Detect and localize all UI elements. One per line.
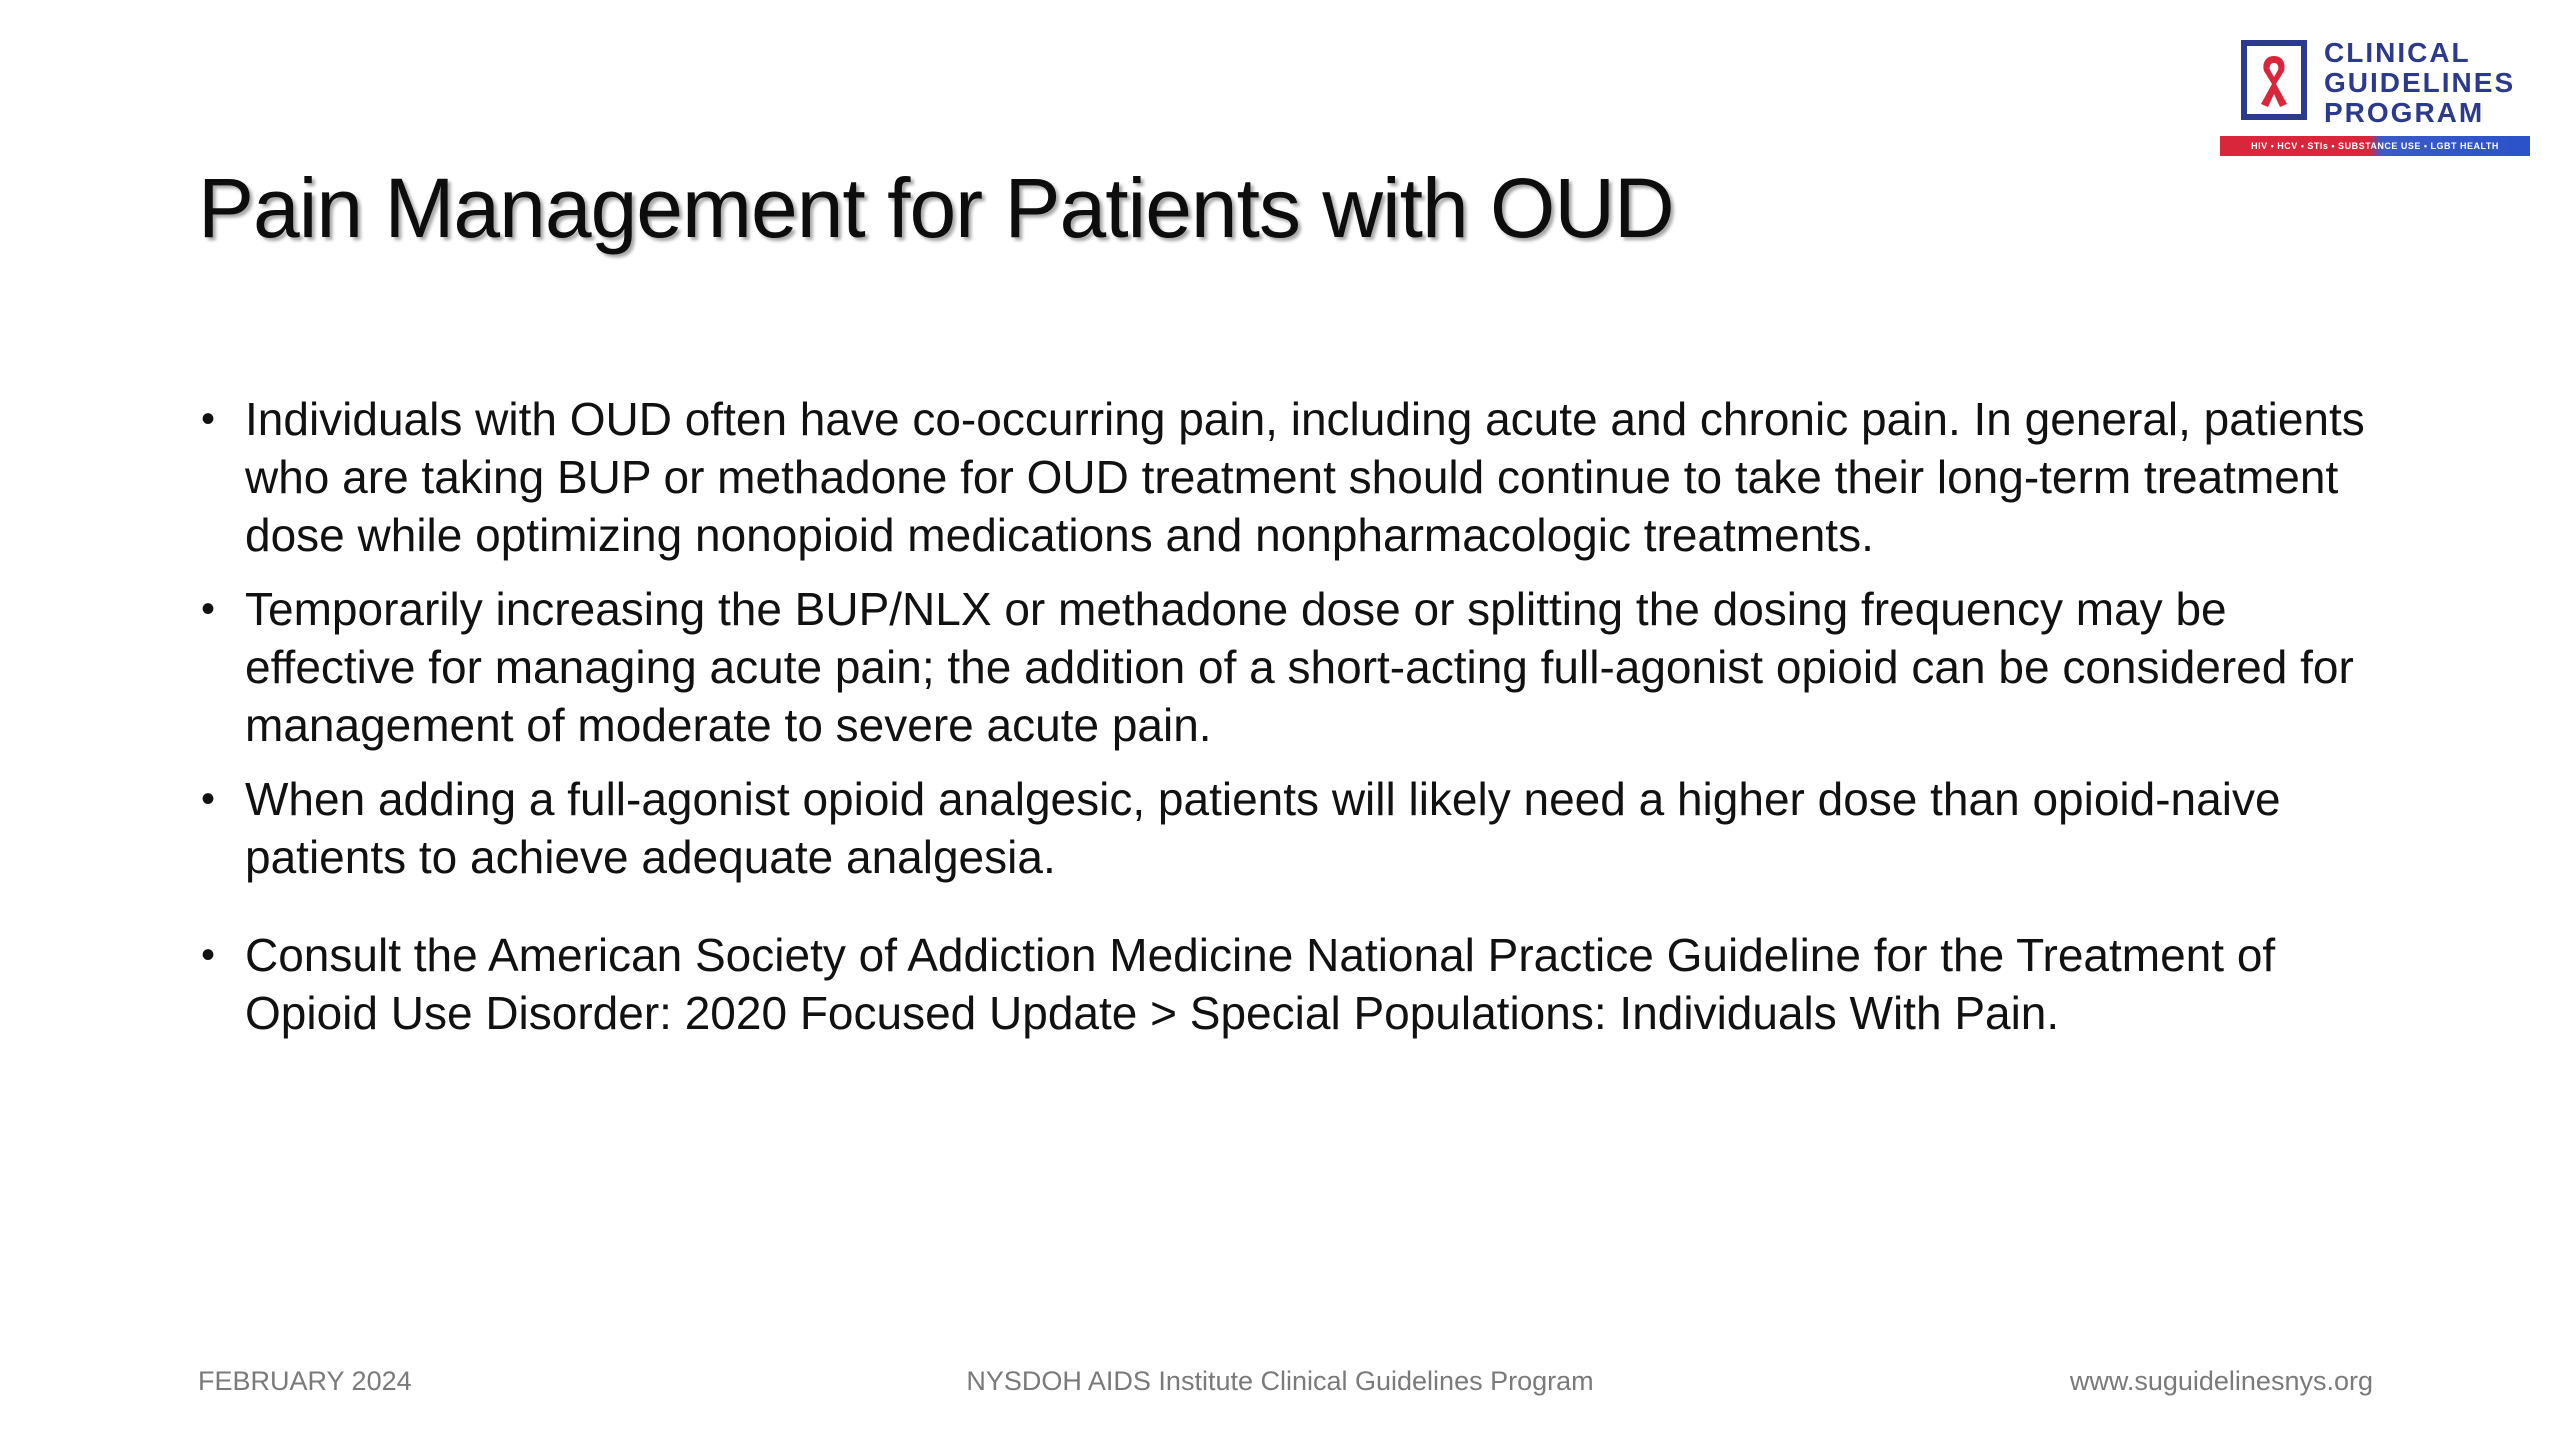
footer-program: NYSDOH AIDS Institute Clinical Guidelines Program: [966, 1366, 1594, 1396]
slide-title: Pain Management for Patients with OUD: [198, 161, 1674, 255]
bullet-marker: •: [200, 777, 215, 821]
logo-line-1: CLINICAL: [2324, 37, 2471, 68]
logo-line-3: PROGRAM: [2324, 97, 2485, 128]
clinical-guidelines-logo: [2220, 36, 2530, 161]
bullet-marker: •: [200, 587, 215, 631]
bullet-marker: •: [200, 933, 215, 977]
footer-url: www.suguidelinesnys.org: [2069, 1366, 2373, 1396]
bullet-marker: •: [200, 397, 215, 441]
logo-tagline-bar: HIV • HCV • STIs • SUBSTANCE USE • LGBT HEALTH: [2220, 136, 2530, 156]
bullet-text: Individuals with OUD often have co-occurring pain, including acute and chronic pain. In general, patients who are taking BUP or methadone for OUD treatment should continue to take their long-term treatment dose while optimizing nonopioid medications and nonpharmacologic treatments.: [245, 393, 2365, 561]
bullet-item: [198, 926, 2378, 1042]
bullet-text: Consult the American Society of Addiction Medicine National Practice Guideline for the Treatment of Opioid Use Disorder: 2020 Focused Update > Special Populations: Individuals With Pain.: [245, 929, 2276, 1039]
red-ribbon-icon: [2253, 52, 2295, 110]
bullet-item: [198, 390, 2378, 564]
bullet-item: [198, 770, 2378, 886]
logo-frame: [2241, 40, 2307, 120]
logo-wordmark: [2324, 38, 2515, 128]
logo-line-2: GUIDELINES: [2324, 67, 2516, 98]
bullet-text: Temporarily increasing the BUP/NLX or methadone dose or splitting the dosing frequency may be effective for managing acute pain; the addition of a short-acting full-agonist opioid can be considered for management of moderate to severe acute pain.: [245, 583, 2354, 751]
bullet-item: [198, 580, 2378, 754]
bullet-text: When adding a full-agonist opioid analgesic, patients will likely need a higher dose than opioid-naive patients to achieve adequate analgesia.: [245, 773, 2281, 883]
footer-date: FEBRUARY 2024: [198, 1366, 412, 1396]
bullet-list: [198, 390, 2378, 1058]
